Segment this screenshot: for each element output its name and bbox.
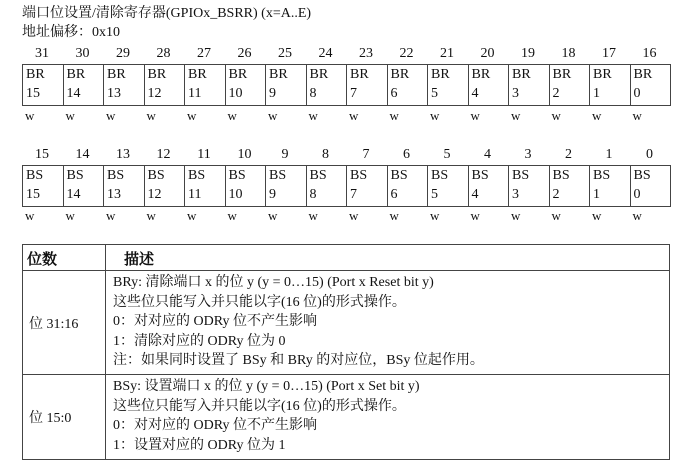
register-field: [469, 64, 510, 106]
access-type: w: [349, 208, 359, 223]
table-row-bs: [23, 375, 669, 459]
access-type: w: [389, 108, 399, 123]
access-type: w: [106, 208, 116, 223]
bit-number: 31: [35, 46, 49, 61]
bit-number: 4: [484, 147, 491, 162]
bit-number: 6: [403, 147, 410, 162]
field-name: BR: [188, 67, 207, 82]
field-index: 12: [147, 86, 162, 101]
access-type: w: [65, 108, 75, 123]
register-field: [307, 165, 348, 207]
register-field: [64, 64, 105, 106]
register-field: [347, 165, 388, 207]
field-name: BR: [147, 67, 167, 82]
register-title: 端口位设置/清除寄存器(GPIOx_BSRR) (x=A..E): [22, 6, 312, 21]
bit-number: 25: [278, 46, 292, 61]
field-index: 9: [269, 86, 276, 101]
access-type: w: [551, 208, 561, 223]
field-index: 15: [26, 86, 40, 101]
register-field: [266, 165, 307, 207]
bit-number: 14: [75, 147, 90, 162]
field-name: BS: [633, 168, 651, 183]
field-index: 9: [269, 187, 276, 202]
register-fields-high: [22, 64, 671, 106]
access-type: w: [349, 108, 359, 123]
field-name: BR: [228, 67, 248, 82]
field-name: BS: [552, 168, 570, 183]
bit-number: 22: [399, 46, 414, 61]
bit-number: 13: [116, 147, 130, 162]
address-offset: 地址偏移：0x10: [22, 25, 120, 40]
access-type: w: [146, 208, 156, 223]
table-header: [23, 245, 669, 271]
field-index: 2: [552, 187, 560, 202]
field-name: BS: [471, 168, 489, 183]
bit-number: 29: [116, 46, 130, 61]
field-index: 14: [66, 86, 81, 101]
register-field: [509, 165, 550, 207]
register-field: [226, 64, 267, 106]
field-name: BR: [390, 67, 410, 82]
register-field: [631, 165, 672, 207]
row-line: 这些位只能写入并只能以字(16 位)的形式操作。: [113, 398, 406, 414]
field-name: BR: [107, 67, 126, 82]
field-name: BS: [512, 168, 530, 183]
field-index: 11: [188, 187, 202, 202]
register-field: [226, 165, 267, 207]
field-name: BR: [633, 67, 653, 82]
access-type: w: [511, 208, 521, 223]
field-name: BR: [512, 67, 531, 82]
field-name: BS: [350, 168, 368, 183]
bit-number: 17: [602, 46, 616, 61]
field-index: 13: [107, 86, 121, 101]
access-type: w: [551, 108, 561, 123]
row-line: 1：设置对应的 ODRy 位为 1: [113, 437, 286, 453]
field-index: 1: [593, 187, 600, 202]
bit-number: 24: [318, 46, 333, 61]
bit-number: 20: [480, 46, 495, 61]
bit-number: 0: [646, 147, 653, 162]
field-index: 5: [431, 86, 438, 101]
register-field: [509, 64, 550, 106]
field-name: BR: [471, 67, 491, 82]
access-type: w: [430, 108, 440, 123]
bit-number: 5: [443, 147, 451, 162]
field-name: BS: [593, 168, 611, 183]
row-bits-label: 位 15:0: [29, 411, 72, 426]
access-type: w: [308, 108, 318, 123]
register-field: [104, 64, 145, 106]
field-index: 0: [633, 86, 641, 101]
bit-number: 30: [75, 46, 90, 61]
access-row-low: [22, 208, 670, 224]
register-field: [23, 165, 64, 207]
field-name: BR: [593, 67, 612, 82]
field-name: BS: [431, 168, 449, 183]
bit-number: 18: [561, 46, 576, 61]
access-type: w: [470, 208, 480, 223]
row-line: BRy: 清除端口 x 的位 y (y = 0…15) (Port x Reset bit y): [113, 275, 434, 290]
register-field: [64, 165, 105, 207]
register-field: [590, 165, 631, 207]
access-type: w: [187, 208, 197, 223]
row-line: 0：对对应的 ODRy 位不产生影响: [113, 418, 317, 433]
bit-number: 19: [521, 46, 535, 61]
field-name: BR: [26, 67, 45, 82]
access-type: w: [430, 208, 440, 223]
register-field: [590, 64, 631, 106]
field-index: 0: [633, 187, 641, 202]
bit-number: 10: [237, 147, 252, 162]
field-index: 1: [593, 86, 600, 101]
register-field: [104, 165, 145, 207]
access-type: w: [308, 208, 318, 223]
row-line: 注：如果同时设置了 BSy 和 BRy 的对应位，BSy 位起作用。: [113, 353, 484, 368]
field-index: 11: [188, 86, 202, 101]
register-field: [266, 64, 307, 106]
field-index: 15: [26, 187, 40, 202]
header-bits: 位数: [27, 250, 58, 268]
register-field: [631, 64, 672, 106]
field-index: 4: [471, 187, 479, 202]
row-line: 1：清除对应的 ODRy 位为 0: [113, 333, 286, 349]
access-type: w: [227, 208, 237, 223]
field-index: 13: [107, 187, 121, 202]
register-field: [347, 64, 388, 106]
field-name: BS: [269, 168, 287, 183]
field-name: BR: [431, 67, 450, 82]
bit-number: 11: [197, 147, 211, 162]
header-description: 描述: [124, 250, 155, 268]
field-index: 8: [309, 86, 317, 101]
field-name: BR: [66, 67, 86, 82]
field-index: 10: [228, 187, 243, 202]
bit-number: 12: [156, 147, 171, 162]
bit-number: 26: [237, 46, 252, 61]
bit-number: 8: [322, 147, 329, 162]
field-index: 6: [390, 187, 398, 202]
register-field: [550, 64, 591, 106]
field-name: BS: [228, 168, 246, 183]
register-fields-low: [22, 165, 671, 207]
field-index: 14: [66, 187, 81, 202]
field-index: 3: [512, 187, 519, 202]
bit-number: 21: [440, 46, 454, 61]
bit-number: 23: [359, 46, 373, 61]
register-field: [307, 64, 348, 106]
access-type: w: [227, 108, 237, 123]
access-type: w: [592, 208, 602, 223]
field-index: 5: [431, 187, 438, 202]
field-index: 4: [471, 86, 479, 101]
bit-number: 9: [281, 147, 289, 162]
bit-number: 27: [197, 46, 211, 61]
access-type: w: [268, 208, 278, 223]
field-name: BS: [309, 168, 327, 183]
access-type: w: [389, 208, 399, 223]
access-type: w: [268, 108, 278, 123]
register-field: [185, 64, 226, 106]
access-type: w: [146, 108, 156, 123]
access-type: w: [187, 108, 197, 123]
access-type: w: [632, 208, 642, 223]
access-type: w: [511, 108, 521, 123]
bit-number: 2: [565, 147, 572, 162]
access-type: w: [106, 108, 116, 123]
register-field: [388, 64, 429, 106]
bit-numbers-low: [22, 146, 670, 164]
field-index: 2: [552, 86, 560, 101]
row-line: BSy: 设置端口 x 的位 y (y = 0…15) (Port x Set bit y): [113, 379, 420, 394]
bit-description-table: [22, 244, 670, 460]
field-index: 8: [309, 187, 317, 202]
register-field: [185, 165, 226, 207]
access-type: w: [592, 108, 602, 123]
table-row-br: [23, 271, 669, 375]
bit-number: 7: [362, 147, 370, 162]
field-name: BS: [147, 168, 165, 183]
access-type: w: [470, 108, 480, 123]
access-type: w: [25, 208, 35, 223]
bit-numbers-high: [22, 45, 670, 63]
field-name: BR: [350, 67, 369, 82]
access-type: w: [65, 208, 75, 223]
bit-number: 15: [35, 147, 49, 162]
register-field: [550, 165, 591, 207]
register-field: [388, 165, 429, 207]
field-index: 12: [147, 187, 162, 202]
register-field: [428, 165, 469, 207]
register-field: [428, 64, 469, 106]
field-index: 3: [512, 86, 519, 101]
register-field: [145, 64, 186, 106]
access-type: w: [632, 108, 642, 123]
access-type: w: [25, 108, 35, 123]
field-index: 6: [390, 86, 398, 101]
field-index: 7: [350, 187, 357, 202]
register-field: [145, 165, 186, 207]
bit-number: 1: [605, 147, 613, 162]
field-name: BS: [107, 168, 125, 183]
field-index: 7: [350, 86, 357, 101]
field-name: BR: [552, 67, 572, 82]
field-name: BS: [66, 168, 84, 183]
field-name: BS: [26, 168, 44, 183]
bit-number: 28: [156, 46, 171, 61]
register-field: [469, 165, 510, 207]
field-name: BS: [390, 168, 408, 183]
field-name: BR: [309, 67, 329, 82]
field-name: BS: [188, 168, 206, 183]
row-line: 这些位只能写入并只能以字(16 位)的形式操作。: [113, 294, 406, 310]
field-index: 10: [228, 86, 243, 101]
field-name: BR: [269, 67, 288, 82]
bit-number: 3: [524, 147, 532, 162]
row-bits-label: 位 31:16: [29, 316, 79, 332]
access-row-high: [22, 108, 670, 124]
bit-number: 16: [642, 46, 657, 61]
row-line: 0：对对应的 ODRy 位不产生影响: [113, 314, 317, 329]
register-field: [23, 64, 64, 106]
